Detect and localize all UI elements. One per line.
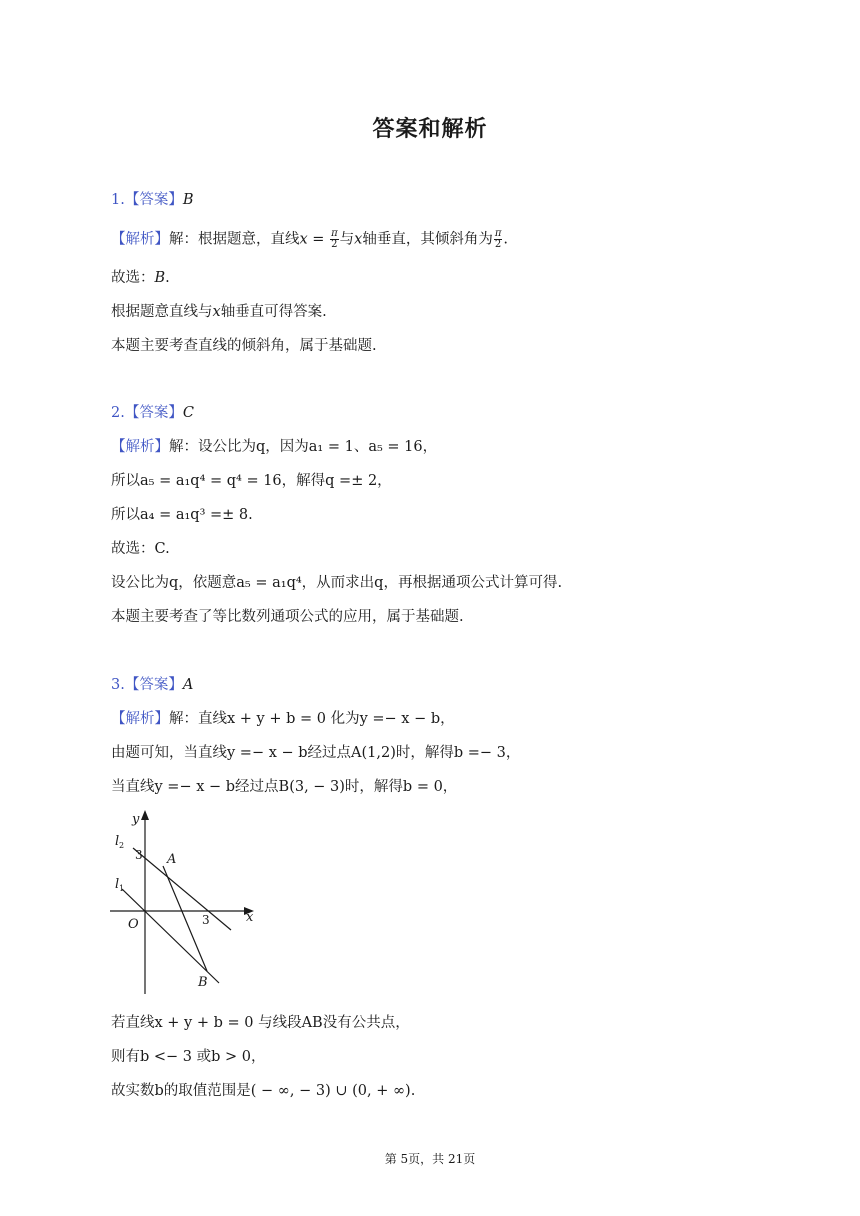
q1-number: 1.: [111, 192, 125, 208]
q2-analysis-line1: [111, 437, 437, 457]
q1-analysis-line1: [111, 229, 508, 250]
frac-num: π: [331, 228, 338, 239]
q3-analysis-tag: 【解析】: [111, 711, 169, 727]
q3-line1-text: 解：直线x + y + b = 0 化为y =− x − b，: [169, 711, 455, 727]
l1-sub: 1: [119, 884, 125, 893]
q1-note-line: 本题主要考查直线的倾斜角，属于基础题.: [111, 338, 377, 354]
q3-line4: 若直线x + y + b = 0 与线段AB没有公共点，: [111, 1015, 410, 1031]
x-tick-3: 3: [202, 913, 210, 927]
frac-den: 2: [494, 239, 502, 250]
q1-summary-line: [111, 302, 327, 322]
q2-answer-tag: 【答案】: [124, 405, 183, 421]
q1-text: 解：根据题意，直线: [169, 231, 300, 248]
q1-summary-a: 根据题意直线与: [111, 304, 213, 320]
q1-var-x2: x: [354, 231, 363, 248]
line-l1: [122, 889, 219, 983]
page-footer: 第 5页，共 21页: [384, 1152, 476, 1166]
q1-answer-line: [111, 190, 194, 210]
q2-line4: 故选：C.: [111, 541, 170, 557]
q1-frac-pi-2: [330, 229, 339, 250]
y-tick-3: 3: [135, 848, 143, 862]
q1-choice-ans: B: [154, 270, 166, 286]
q2-answer: C: [182, 405, 194, 421]
q1-analysis-tag: 【解析】: [111, 231, 169, 248]
frac-num: π: [494, 228, 502, 239]
q2-line3: 所以a₄ = a₁q³ =± 8.: [111, 507, 253, 523]
q2-analysis-tag: 【解析】: [111, 439, 169, 455]
q1-eq: =: [307, 231, 330, 248]
y-axis-arrow: [141, 810, 149, 820]
q2-line6: 本题主要考查了等比数列通项公式的应用，属于基础题.: [111, 609, 464, 625]
q2-line5: 设公比为q，依题意a₅ = a₁q⁴，从而求出q，再根据通项公式计算可得.: [111, 575, 563, 591]
origin-label: O: [128, 917, 139, 932]
q1-choice-end: .: [165, 270, 170, 286]
page-title: 答案和解析: [372, 117, 488, 142]
q1-var-x: x: [299, 231, 308, 248]
q3-line5: 则有b <− 3 或b > 0，: [111, 1049, 266, 1065]
q1-text-c: 轴垂直，其倾斜角为: [362, 231, 493, 248]
q1-summary-b: 轴垂直可得答案.: [220, 304, 327, 320]
q2-answer-line: [111, 403, 194, 423]
q1-answer-tag: 【答案】: [124, 192, 183, 208]
q1-choice-line: [111, 268, 170, 288]
point-B-label: B: [198, 975, 208, 990]
l1-label: l: [115, 877, 120, 892]
l2-sub: 2: [119, 841, 125, 850]
q1-period: .: [503, 231, 509, 248]
q1-answer: B: [182, 192, 194, 208]
x-label: x: [246, 910, 254, 925]
q2-line2: 所以a₅ = a₁q⁴ = q⁴ = 16，解得q =± 2，: [111, 473, 392, 489]
q3-answer-line: [111, 675, 193, 695]
q1-choice-text: 故选：: [111, 270, 155, 286]
q3-analysis-line1: [111, 709, 455, 729]
frac-den: 2: [331, 239, 338, 250]
q2-line1-text: 解：设公比为q，因为a₁ = 1、a₅ = 16，: [169, 439, 438, 455]
q2-number: 2.: [111, 405, 125, 421]
q3-line2: 由题可知，当直线y =− x − b经过点A(1,2)时，解得b =− 3，: [111, 745, 521, 761]
q1-text-b: 与: [339, 231, 355, 248]
q3-answer-tag: 【答案】: [124, 677, 183, 693]
q3-line3: 当直线y =− x − b经过点B(3, − 3)时，解得b = 0，: [111, 779, 458, 795]
segment-AB: [163, 866, 207, 971]
line-l2: [133, 848, 231, 930]
q3-figure: [108, 808, 258, 998]
q3-line6: 故实数b的取值范围是( − ∞, − 3) ∪ (0, + ∞).: [111, 1083, 416, 1099]
q3-answer: A: [182, 677, 194, 693]
point-A-label: A: [167, 852, 177, 867]
q3-number: 3.: [111, 677, 125, 693]
q1-frac-pi-2-b: [494, 229, 503, 250]
l2-label: l: [115, 834, 120, 849]
q1-summary-x: x: [212, 304, 221, 320]
y-label: y: [132, 812, 140, 827]
